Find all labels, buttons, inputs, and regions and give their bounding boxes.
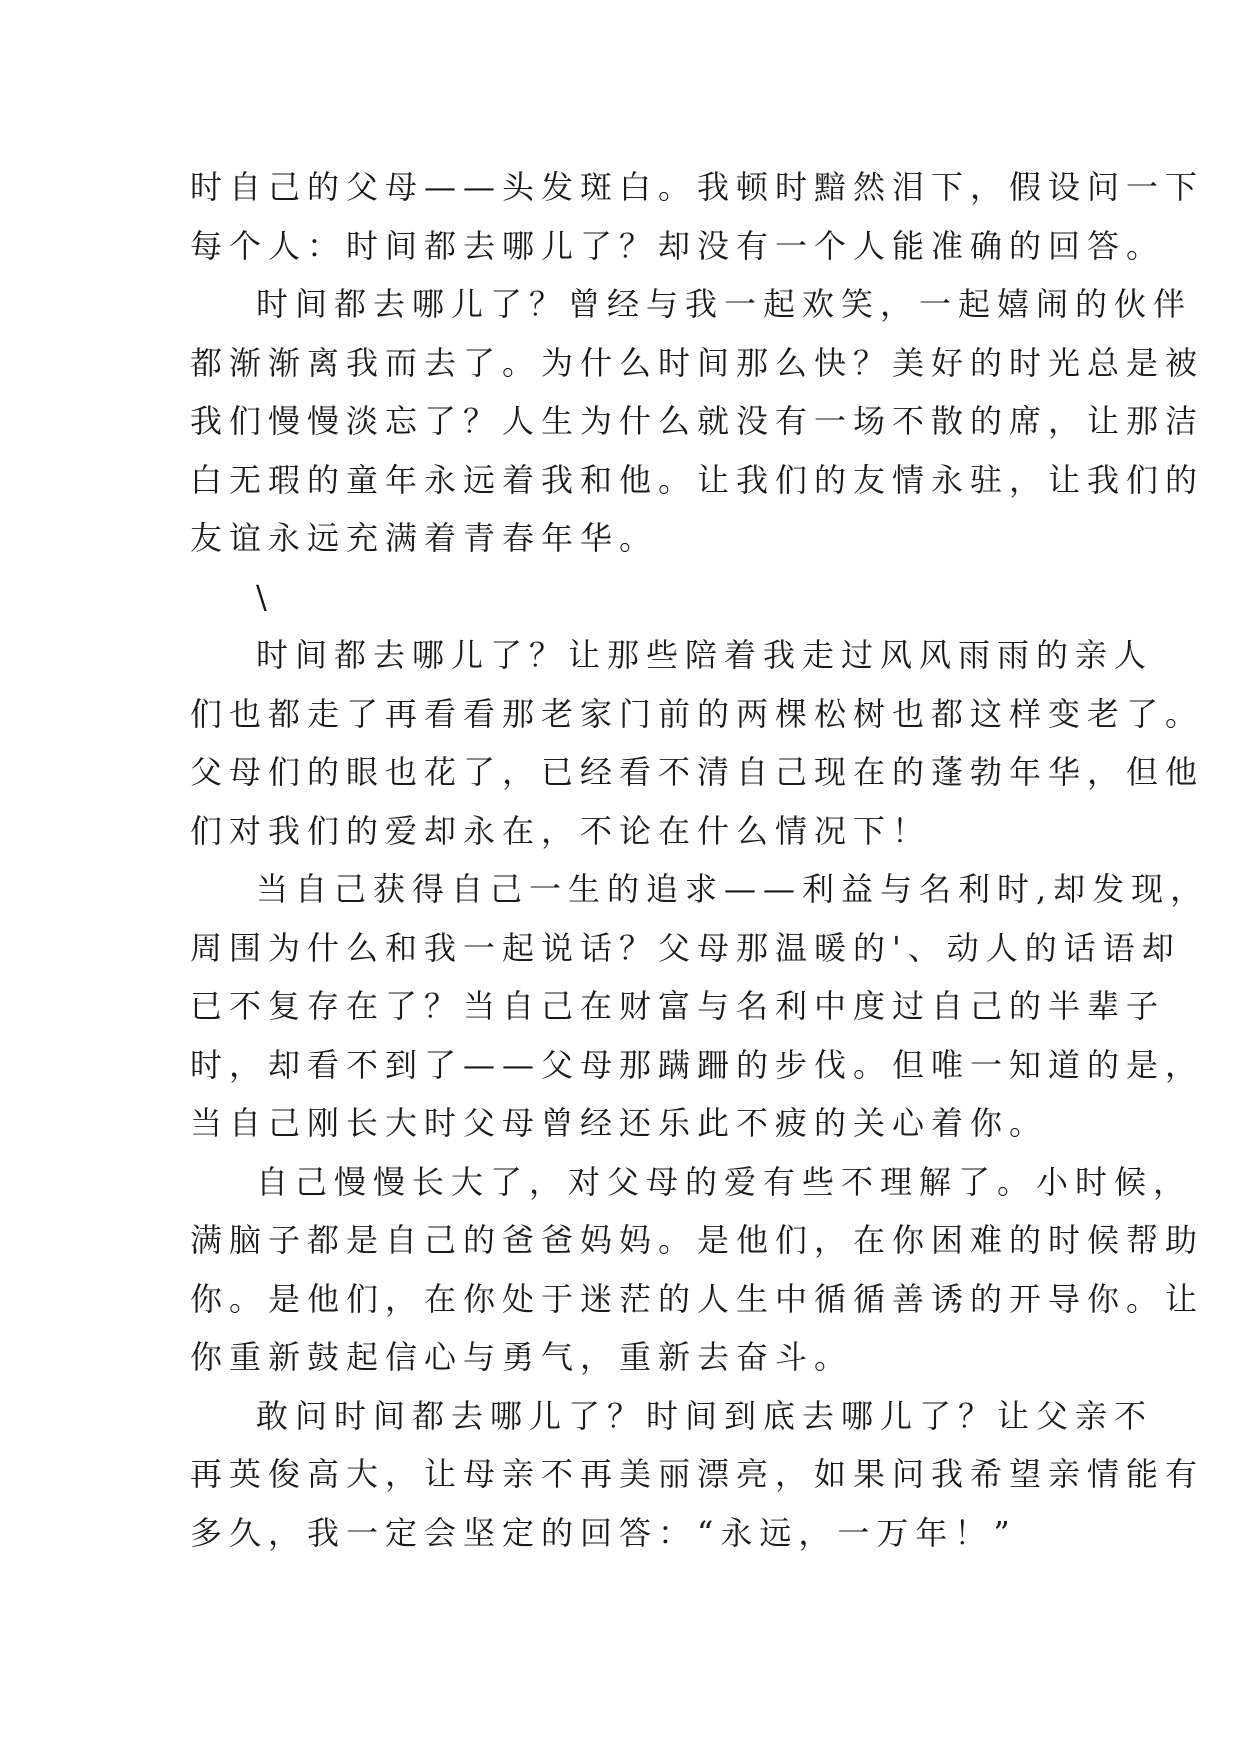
text-line: 你。是他们，在你处于迷茫的人生中循循善诱的开导你。让	[190, 1279, 1205, 1318]
text-line: 每个人：时间都去哪儿了？却没有一个人能准确的回答。	[190, 226, 1166, 265]
text-line: 我们慢慢淡忘了？人生为什么就没有一场不散的席，让那洁	[190, 402, 1205, 440]
paragraph-first-line: 自己慢慢长大了，对父母的爱有些不理解了。小时候，	[256, 1162, 1193, 1201]
text-line: 周围为什么和我一起说话？父母那温暖的'、动人的话语却	[190, 928, 1181, 967]
text-line: 时，却看不到了——父母那蹒跚的步伐。但唯一知道的是，	[190, 1045, 1205, 1084]
text-line: 时自己的父母——头发斑白。我顿时黯然泪下，假设问一下	[190, 168, 1205, 206]
text-line: 白无瑕的童年永远着我和他。让我们的友情永驻，让我们的	[190, 460, 1205, 499]
text-line: 满脑子都是自己的爸爸妈妈。是他们，在你困难的时候帮助	[190, 1221, 1205, 1259]
text-line: 再英俊高大，让母亲不再美丽漂亮，如果问我希望亲情能有	[190, 1455, 1205, 1493]
text-line: 你重新鼓起信心与勇气，重新去奋斗。	[190, 1338, 854, 1376]
text-line: 当自己刚长大时父母曾经还乐此不疲的关心着你。	[190, 1104, 1049, 1142]
text-line: 都渐渐离我而去了。为什么时间那么快？美好的时光总是被	[190, 343, 1205, 382]
text-line: 友谊永远充满着青春年华。	[190, 519, 659, 557]
text-line: 多久，我一定会坚定的回答：“永远，一万年！”	[190, 1513, 1017, 1552]
text-line: 已不复存在了？当自己在财富与名利中度过自己的半辈子	[190, 987, 1166, 1025]
text-line: 们对我们的爱却永在，不论在什么情况下！	[190, 811, 932, 850]
text-line: 们也都走了再看看那老家门前的两棵松树也都这样变老了。	[190, 694, 1205, 733]
paragraph-first-line: 当自己获得自己一生的追求——利益与名利时,却发现，	[256, 870, 1210, 908]
paragraph-first-line: 时间都去哪儿了？曾经与我一起欢笑，一起嬉闹的伙伴	[256, 285, 1193, 323]
text-line: 父母们的眼也花了，已经看不清自己现在的蓬勃年华，但他	[190, 753, 1205, 791]
document-body	[190, 158, 1210, 1562]
paragraph-first-line: 敢问时间都去哪儿了？时间到底去哪儿了？让父亲不	[256, 1396, 1154, 1435]
backslash-line: \	[256, 577, 274, 616]
paragraph-first-line: 时间都去哪儿了？让那些陪着我走过风风雨雨的亲人	[256, 636, 1154, 674]
